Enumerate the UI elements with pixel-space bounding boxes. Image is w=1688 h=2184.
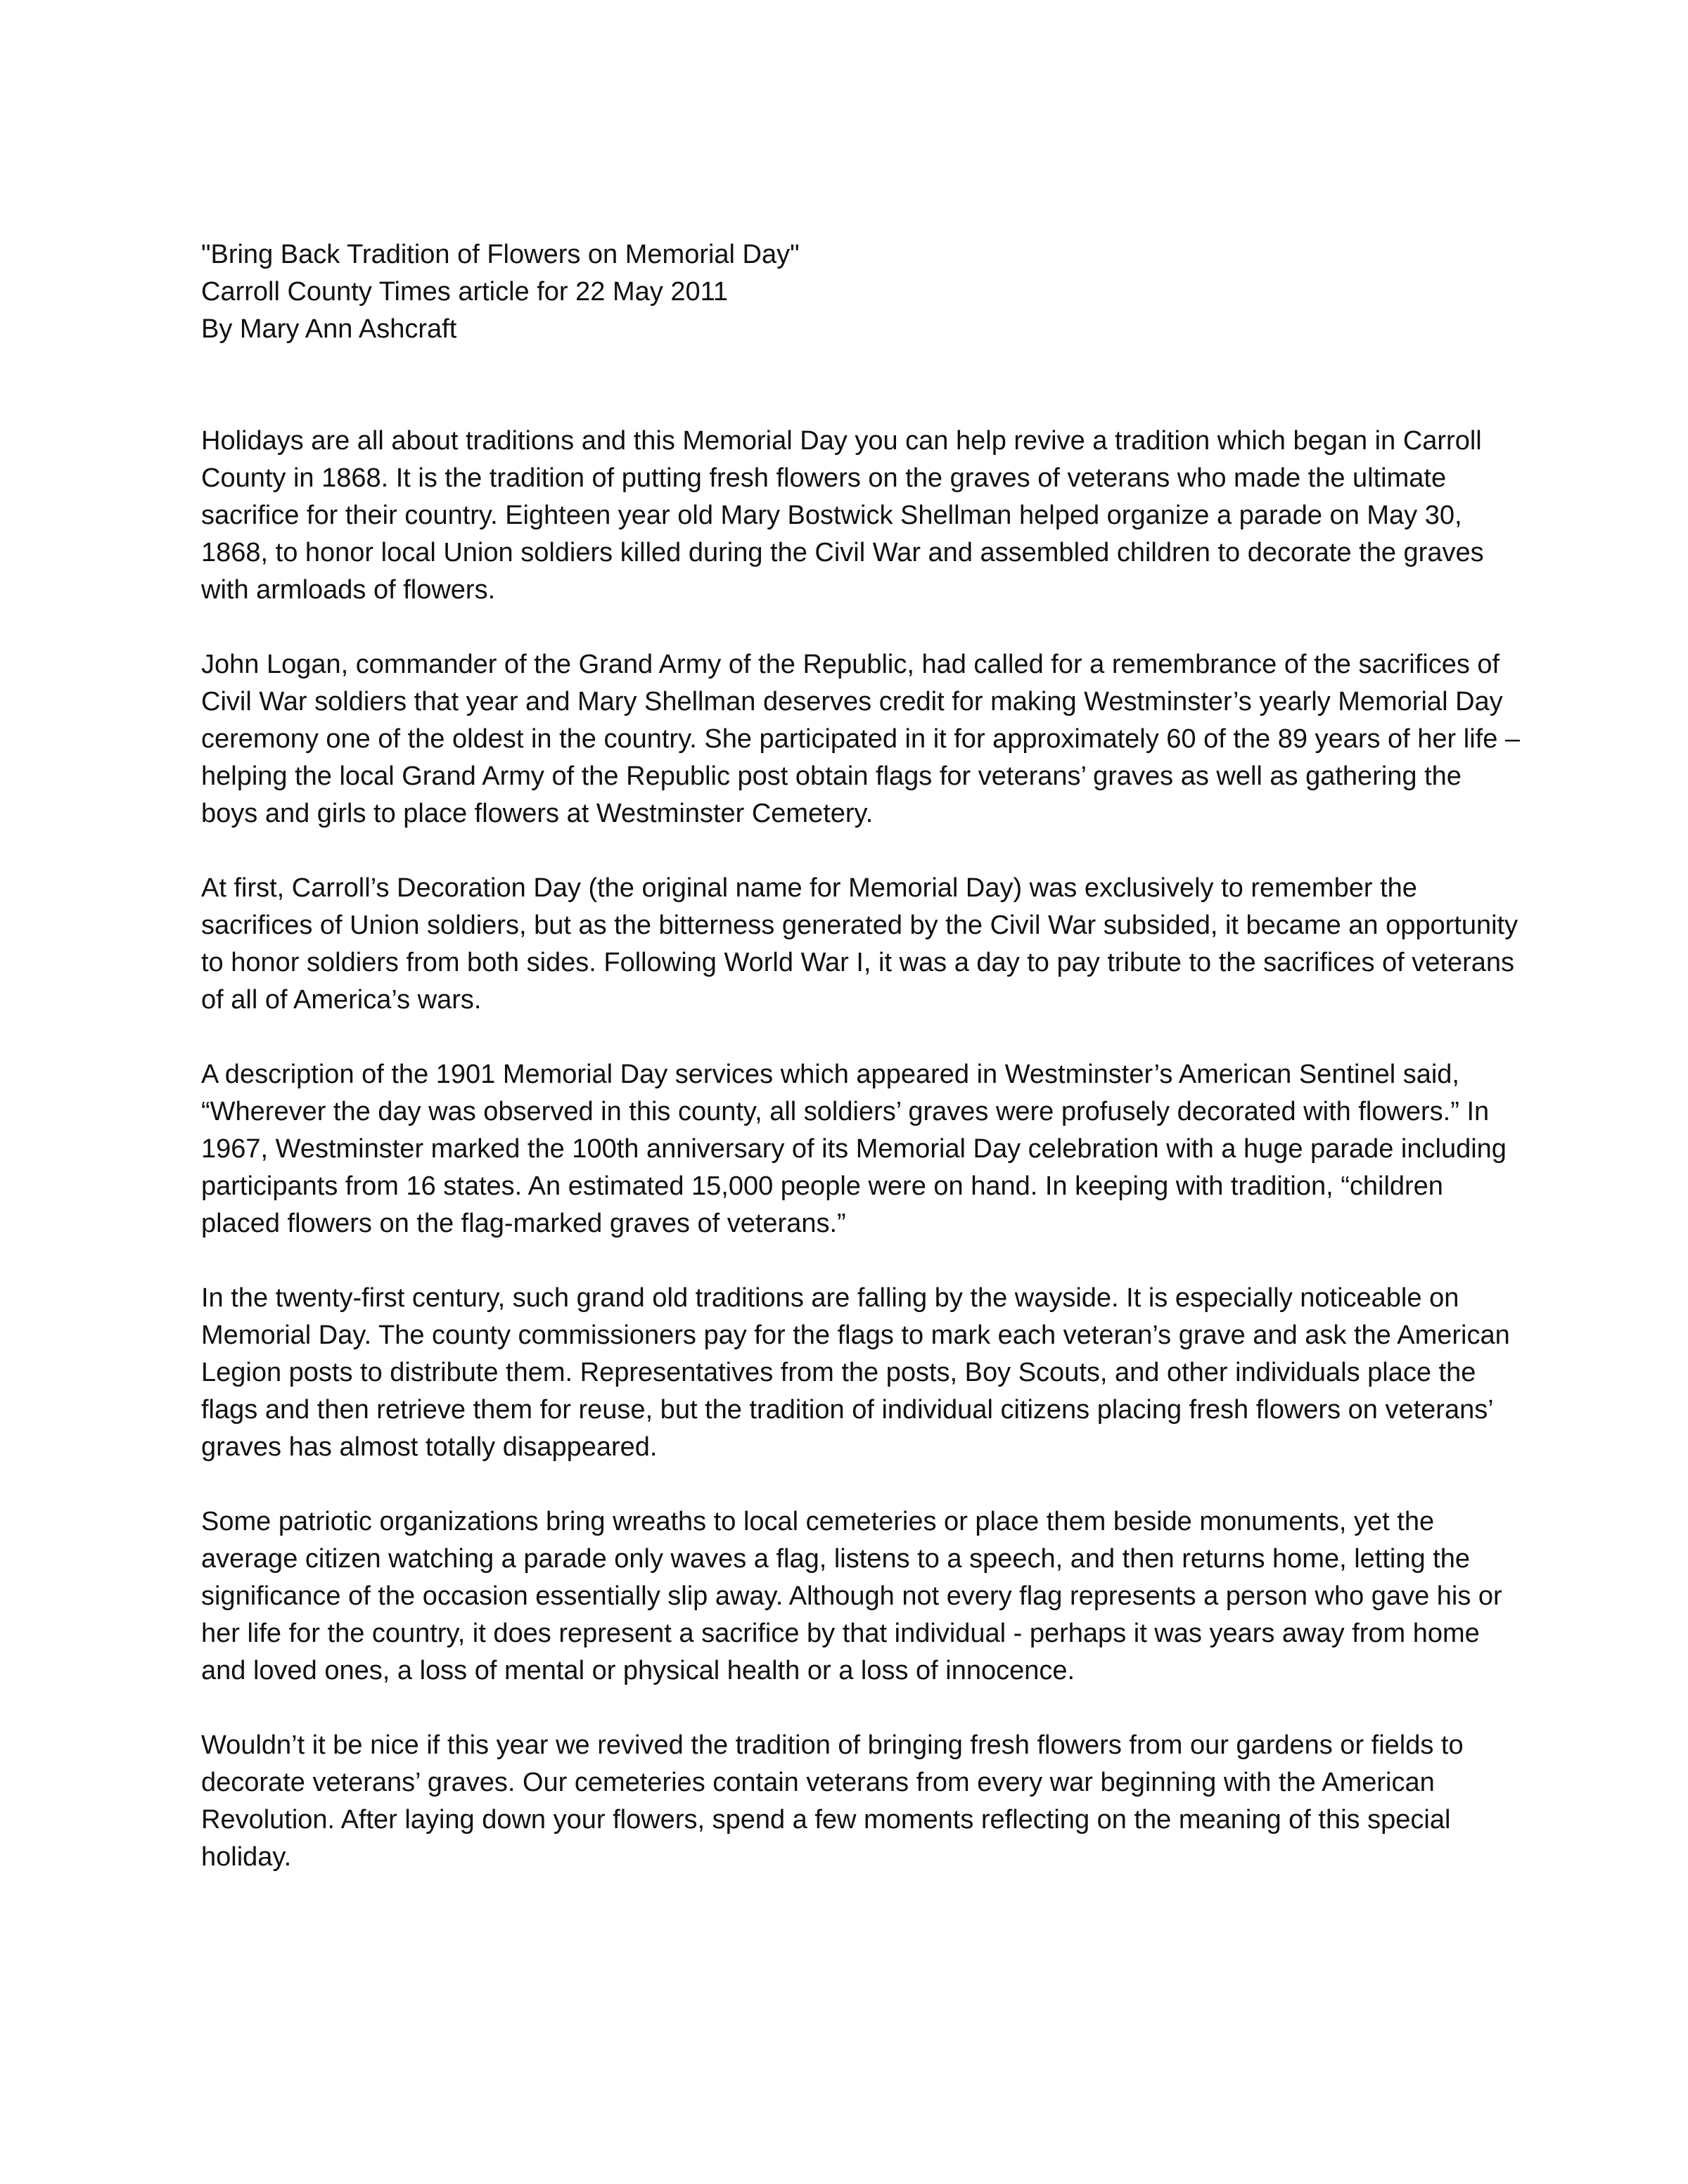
publication-line: Carroll County Times article for 22 May 2011 [201,277,729,307]
body-paragraph: John Logan, commander of the Grand Army of the Republic, had called for a remembrance of the sacrifices of Civil War soldiers that year and Mary Shellman deserves credit for making Westminster’s yearly Memorial Day ceremony one of the oldest in the country. She participated in it for approximately 60 of the 89 years of her life – helping the local Grand Army of the Republic post obtain flags for veterans’ graves as well as gathering the boys and girls to place flowers at Westminster Cemetery. [201,650,1521,828]
body-paragraph: Some patriotic organizations bring wreaths to local cemeteries or place them beside monuments, yet the average citizen watching a parade only waves a flag, listens to a speech, and then returns home, letting the significance of the occasion essentially slip away. Although not every flag represents a person who gave his or her life for the country, it does represent a sacrifice by that individual - perhaps it was years away from home and loved ones, a loss of mental or physical health or a loss of innocence. [201,1507,1502,1685]
body-paragraph: Wouldn’t it be nice if this year we revived the tradition of bringing fresh flowers from our gardens or fields to decorate veterans’ graves. Our cemeteries contain veterans from every war beginning with the American Revolution. After laying down your flowers, spend a few moments reflecting on the meaning of this special holiday. [201,1730,1464,1872]
body-paragraph: Holidays are all about traditions and this Memorial Day you can help revive a tradition which began in Carroll County in 1868. It is the tradition of putting fresh flowers on the graves of veterans who made the ultimate sacrifice for their country. Eighteen year old Mary Bostwick Shellman helped organize a parade on May 30, 1868, to honor local Union soldiers killed during the Civil War and assembled children to decorate the graves with armloads of flowers. [201,426,1484,605]
article-page [201,236,1523,1876]
byline: By Mary Ann Ashcraft [201,314,457,344]
article-header [201,236,1523,348]
body-paragraph: In the twenty-first century, such grand old traditions are falling by the wayside. It is especially noticeable on Memorial Day. The county commissioners pay for the flags to mark each veteran’s grave and ask the American Legion posts to distribute them. Representatives from the posts, Boy Scouts, and other individuals place the flags and then retrieve them for reuse, but the tradition of individual citizens placing fresh flowers on veterans’ graves has almost totally disappeared. [201,1283,1510,1462]
article-title: "Bring Back Tradition of Flowers on Memorial Day" [201,240,800,269]
body-paragraph: A description of the 1901 Memorial Day services which appeared in Westminster’s American Sentinel said, “Wherever the day was observed in this county, all soldiers’ graves were profusely decorated with flowers.” In 1967, Westminster marked the 100th anniversary of its Memorial Day celebration with a huge parade including participants from 16 states. An estimated 15,000 people were on hand. In keeping with tradition, “children placed flowers on the flag-marked graves of veterans.” [201,1060,1507,1238]
article-body [201,423,1523,1876]
body-paragraph: At first, Carroll’s Decoration Day (the original name for Memorial Day) was exclusively to remember the sacrifices of Union soldiers, but as the bitterness generated by the Civil War subsided, it became an opportunity to honor soldiers from both sides. Following World War I, it was a day to pay tribute to the sacrifices of veterans of all of America’s wars. [201,873,1518,1015]
